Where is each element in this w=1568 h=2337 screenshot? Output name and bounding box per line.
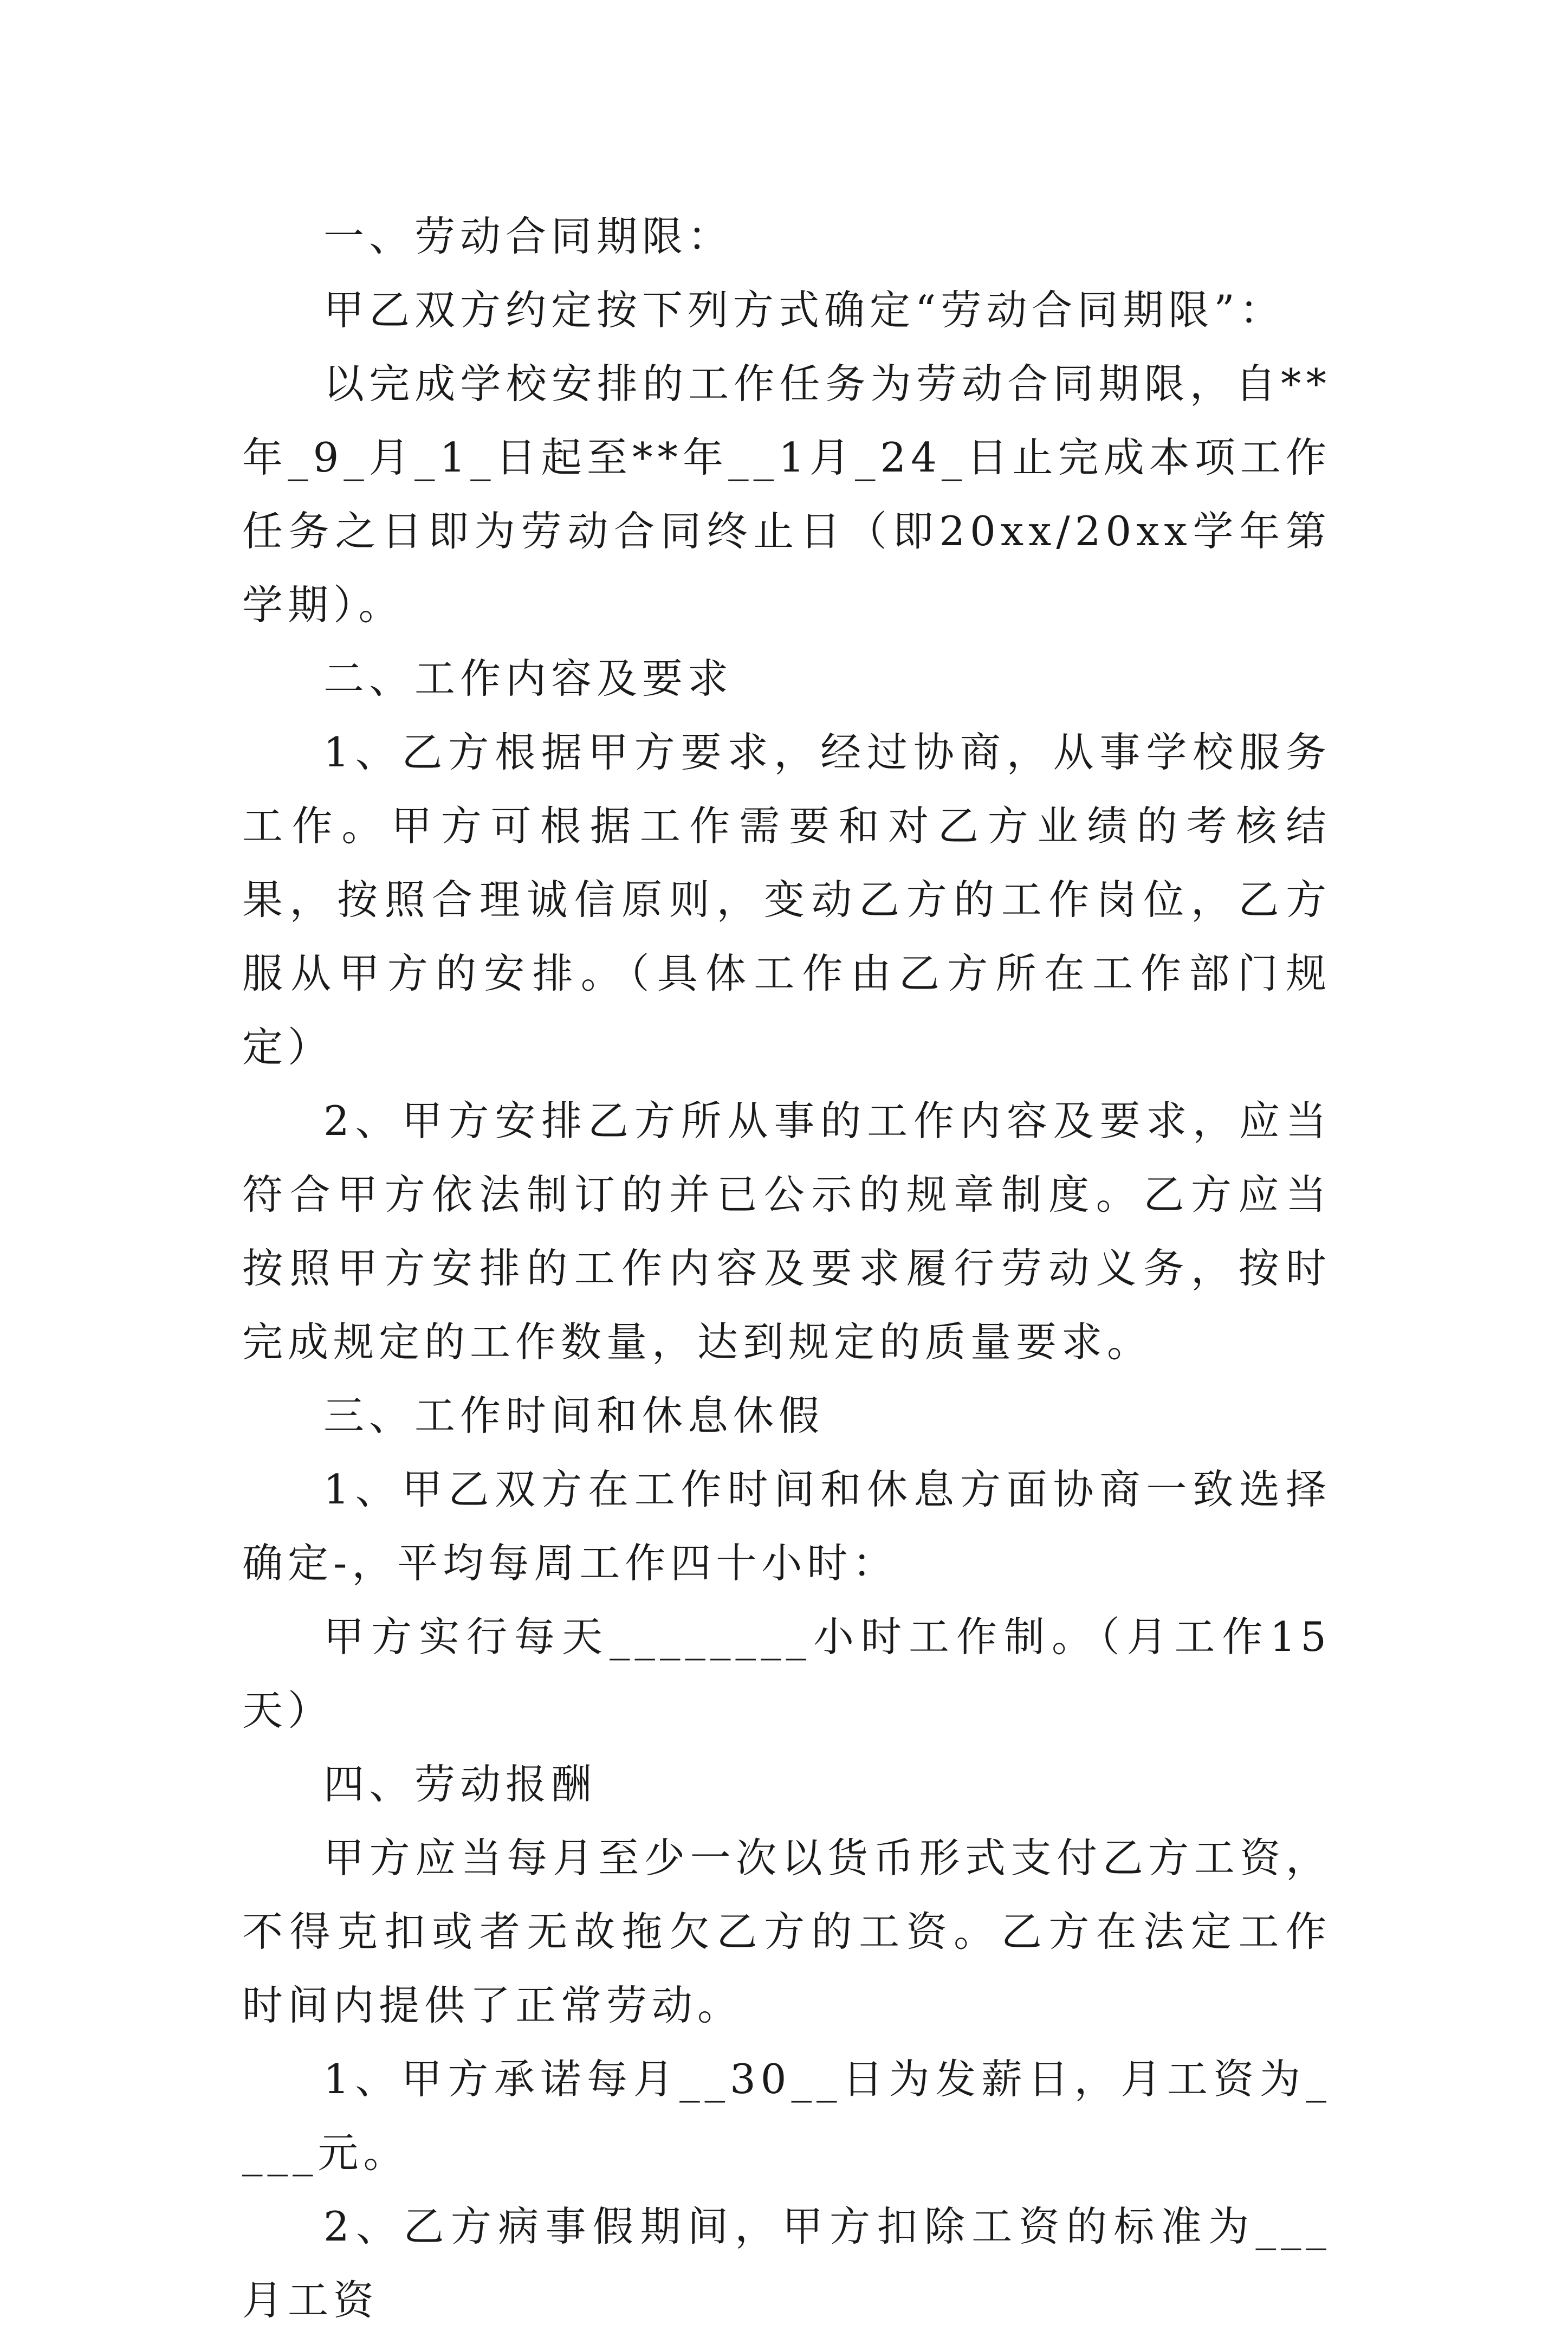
- paragraph-work-hours-1: 1、甲乙双方在工作时间和休息方面协商一致选择确定-，平均每周工作四十小时：: [242, 1466, 1331, 1587]
- paragraph-work-content-1: 1、乙方根据甲方要求，经过协商，从事学校服务工作。甲方可根据工作需要和对乙方业绩的考核结果，按照合理诚信原则，变动乙方的工作岗位，乙方服从甲方的安排。（具体工作由乙方所在工作部门规定）: [242, 728, 1331, 1071]
- heading-work-hours: 三、工作时间和休息休假: [323, 1392, 825, 1439]
- paragraph-payday: 1、甲方承诺每月__30__日为发薪日，月工资为____元。: [242, 2055, 1331, 2177]
- paragraph-remuneration-intro: 甲方应当每月至少一次以货币形式支付乙方工资，不得克扣或者无故拖欠乙方的工资。乙方在法定工作时间内提供了正常劳动。: [242, 1834, 1331, 2029]
- paragraph-work-content-2: 2、甲方安排乙方所从事的工作内容及要求，应当符合甲方依法制订的并已公示的规章制度。乙方应当按照甲方安排的工作内容及要求履行劳动义务，按时完成规定的工作数量，达到规定的质量要求。: [242, 1097, 1331, 1366]
- paragraph-term-period: 以完成学校安排的工作任务为劳动合同期限，自**年_9_月_1_日起至**年__1月_24_日止完成本项工作任务之日即为劳动合同终止日（即20xx/20xx学年第学期）。: [242, 360, 1331, 629]
- paragraph-leave-deduction: 2、乙方病事假期间，甲方扣除工资的标准为___月工资: [242, 2203, 1331, 2324]
- heading-contract-term: 一、劳动合同期限：: [323, 212, 734, 260]
- heading-work-content: 二、工作内容及要求: [323, 655, 734, 702]
- paragraph-daily-hours: 甲方实行每天________小时工作制。（月工作15天）: [242, 1613, 1331, 1734]
- heading-remuneration: 四、劳动报酬: [323, 1760, 597, 1808]
- document-body: [242, 199, 1331, 2337]
- paragraph-term-agreement: 甲乙双方约定按下列方式确定“劳动合同期限”：: [323, 286, 1285, 334]
